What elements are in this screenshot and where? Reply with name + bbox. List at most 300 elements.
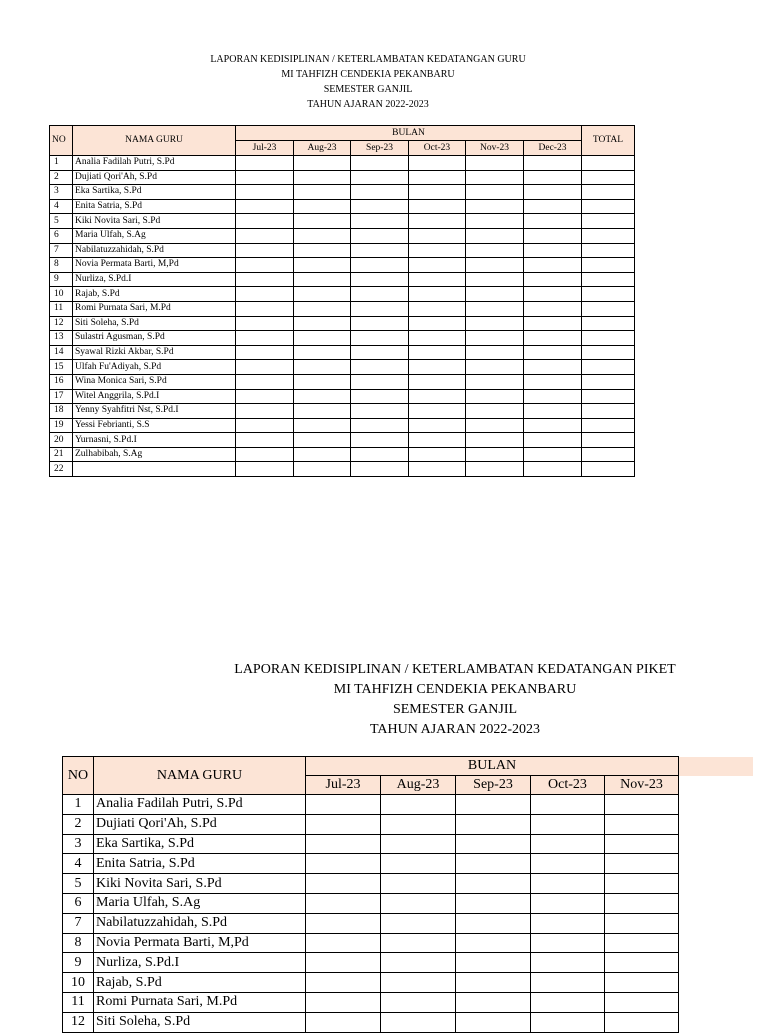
month-cell	[605, 874, 679, 894]
month-cell	[466, 228, 524, 243]
month-cell	[236, 156, 294, 171]
total-cell	[582, 462, 635, 477]
month-cell	[409, 156, 466, 171]
month-header: Sep-23	[456, 776, 531, 795]
month-cell	[524, 228, 582, 243]
month-cell	[466, 374, 524, 389]
table-row	[63, 913, 754, 933]
month-cell	[605, 814, 679, 834]
month-cell	[531, 1012, 605, 1032]
month-cell	[351, 447, 409, 462]
month-cell	[524, 301, 582, 316]
blank-cell	[679, 893, 754, 913]
month-cell	[294, 345, 351, 360]
month-cell	[466, 389, 524, 404]
total-cell	[582, 374, 635, 389]
month-cell	[351, 199, 409, 214]
row-number: 17	[50, 389, 73, 404]
month-cell	[466, 258, 524, 273]
month-cell	[294, 287, 351, 302]
report1-title: LAPORAN KEDISIPLINAN / KETERLAMBATAN KEDATANGAN GURU	[210, 54, 526, 65]
month-cell	[466, 287, 524, 302]
column-header-no: NO	[50, 126, 73, 156]
teacher-name: Dujiati Qori'Ah, S.Pd	[73, 170, 236, 185]
teacher-name: Rajab, S.Pd	[94, 973, 306, 993]
month-cell	[351, 185, 409, 200]
month-cell	[531, 933, 605, 953]
month-cell	[531, 795, 605, 815]
month-cell	[605, 854, 679, 874]
month-cell	[409, 243, 466, 258]
month-cell	[531, 834, 605, 854]
month-cell	[306, 992, 381, 1012]
month-cell	[236, 331, 294, 346]
month-cell	[409, 462, 466, 477]
report2-year: TAHUN AJARAN 2022-2023	[370, 722, 540, 737]
total-cell	[582, 316, 635, 331]
table-row	[63, 933, 754, 953]
month-cell	[409, 345, 466, 360]
month-cell	[294, 418, 351, 433]
table-row	[63, 953, 754, 973]
month-cell	[466, 301, 524, 316]
month-cell	[294, 199, 351, 214]
total-cell	[582, 272, 635, 287]
month-cell	[294, 170, 351, 185]
month-header: Oct-23	[409, 141, 466, 156]
total-cell	[582, 170, 635, 185]
month-cell	[381, 913, 456, 933]
blank-cell	[679, 834, 754, 854]
month-cell	[409, 258, 466, 273]
row-number: 1	[50, 156, 73, 171]
row-number: 19	[50, 418, 73, 433]
month-cell	[351, 331, 409, 346]
row-number: 2	[50, 170, 73, 185]
month-cell	[409, 272, 466, 287]
total-cell	[582, 199, 635, 214]
month-cell	[294, 258, 351, 273]
month-cell	[466, 199, 524, 214]
month-cell	[381, 973, 456, 993]
month-cell	[351, 301, 409, 316]
row-number: 11	[63, 992, 94, 1012]
month-cell	[409, 433, 466, 448]
month-cell	[236, 185, 294, 200]
month-cell	[466, 345, 524, 360]
month-cell	[351, 418, 409, 433]
row-number: 16	[50, 374, 73, 389]
month-cell	[524, 170, 582, 185]
month-cell	[294, 404, 351, 419]
row-number: 6	[50, 228, 73, 243]
row-number: 22	[50, 462, 73, 477]
month-cell	[381, 795, 456, 815]
report2-school: MI TAHFIZH CENDEKIA PEKANBARU	[333, 682, 577, 697]
month-cell	[294, 243, 351, 258]
month-cell	[466, 214, 524, 229]
month-cell	[456, 834, 531, 854]
teacher-name: Eka Sartika, S.Pd	[73, 185, 236, 200]
month-cell	[409, 214, 466, 229]
table-row	[50, 287, 635, 302]
teacher-name: Wina Monica Sari, S.Pd	[73, 374, 236, 389]
month-cell	[351, 404, 409, 419]
row-number: 12	[50, 316, 73, 331]
teacher-name: Witel Anggrila, S.Pd.I	[73, 389, 236, 404]
row-number: 12	[63, 1012, 94, 1032]
month-cell	[531, 913, 605, 933]
month-cell	[306, 933, 381, 953]
row-number: 3	[63, 834, 94, 854]
teacher-name: Eka Sartika, S.Pd	[94, 834, 306, 854]
month-cell	[306, 893, 381, 913]
table-row	[50, 214, 635, 229]
month-cell	[456, 795, 531, 815]
teacher-name: Nabilatuzzahidah, S.Pd	[94, 913, 306, 933]
row-number: 5	[63, 874, 94, 894]
month-cell	[351, 433, 409, 448]
month-cell	[294, 462, 351, 477]
month-cell	[524, 287, 582, 302]
month-cell	[294, 360, 351, 375]
month-cell	[306, 874, 381, 894]
month-cell	[605, 953, 679, 973]
row-number: 9	[63, 953, 94, 973]
teacher-name: Romi Purnata Sari, M.Pd	[73, 301, 236, 316]
month-cell	[409, 287, 466, 302]
row-number: 8	[50, 258, 73, 273]
total-cell	[582, 433, 635, 448]
table-row	[63, 854, 754, 874]
table-row	[50, 433, 635, 448]
month-cell	[294, 185, 351, 200]
month-cell	[524, 404, 582, 419]
row-number: 1	[63, 795, 94, 815]
teacher-name: Dujiati Qori'Ah, S.Pd	[94, 814, 306, 834]
row-number: 14	[50, 345, 73, 360]
month-cell	[351, 360, 409, 375]
month-cell	[531, 992, 605, 1012]
month-cell	[531, 814, 605, 834]
month-cell	[524, 374, 582, 389]
month-cell	[306, 1012, 381, 1032]
month-cell	[294, 228, 351, 243]
month-cell	[524, 447, 582, 462]
month-cell	[351, 228, 409, 243]
month-cell	[409, 185, 466, 200]
month-cell	[381, 814, 456, 834]
month-cell	[524, 272, 582, 287]
month-cell	[236, 199, 294, 214]
total-cell	[582, 447, 635, 462]
month-cell	[306, 834, 381, 854]
month-cell	[466, 272, 524, 287]
teacher-name: Siti Soleha, S.Pd	[94, 1012, 306, 1032]
month-cell	[381, 933, 456, 953]
month-cell	[236, 404, 294, 419]
month-cell	[306, 795, 381, 815]
month-cell	[294, 433, 351, 448]
month-cell	[351, 345, 409, 360]
row-number: 21	[50, 447, 73, 462]
row-number: 15	[50, 360, 73, 375]
month-cell	[456, 893, 531, 913]
month-cell	[306, 973, 381, 993]
blank-cell	[679, 854, 754, 874]
month-cell	[236, 301, 294, 316]
table-row	[63, 1012, 754, 1032]
month-cell	[456, 933, 531, 953]
month-cell	[294, 301, 351, 316]
month-cell	[294, 447, 351, 462]
row-number: 6	[63, 893, 94, 913]
month-cell	[409, 418, 466, 433]
month-cell	[466, 462, 524, 477]
month-cell	[236, 243, 294, 258]
month-cell	[409, 170, 466, 185]
month-cell	[524, 418, 582, 433]
teacher-name	[73, 462, 236, 477]
table-row	[50, 316, 635, 331]
row-number: 5	[50, 214, 73, 229]
blank-cell	[679, 814, 754, 834]
table-row	[50, 199, 635, 214]
row-number: 8	[63, 933, 94, 953]
month-cell	[236, 214, 294, 229]
total-cell	[582, 360, 635, 375]
month-cell	[351, 272, 409, 287]
month-cell	[531, 973, 605, 993]
month-cell	[294, 389, 351, 404]
month-cell	[524, 433, 582, 448]
teacher-name: Nabilatuzzahidah, S.Pd	[73, 243, 236, 258]
teacher-name: Maria Ulfah, S.Ag	[94, 893, 306, 913]
teacher-name: Zulhabibah, S.Ag	[73, 447, 236, 462]
month-cell	[524, 156, 582, 171]
table-row	[50, 374, 635, 389]
month-header: Jul-23	[236, 141, 294, 156]
month-cell	[294, 331, 351, 346]
month-cell	[466, 433, 524, 448]
month-cell	[409, 316, 466, 331]
month-header: Dec-23	[524, 141, 582, 156]
month-cell	[524, 199, 582, 214]
teacher-name: Sulastri Agusman, S.Pd	[73, 331, 236, 346]
month-cell	[236, 228, 294, 243]
month-cell	[456, 992, 531, 1012]
month-cell	[236, 258, 294, 273]
month-header: Nov-23	[605, 776, 679, 795]
month-cell	[466, 170, 524, 185]
report1-table	[49, 125, 635, 477]
table-row	[50, 360, 635, 375]
total-cell	[582, 243, 635, 258]
column-header-name: NAMA GURU	[73, 126, 236, 156]
total-cell	[582, 418, 635, 433]
teacher-name: Nurliza, S.Pd.I	[94, 953, 306, 973]
month-cell	[409, 331, 466, 346]
month-cell	[605, 992, 679, 1012]
month-cell	[605, 933, 679, 953]
teacher-name: Enita Satria, S.Pd	[94, 854, 306, 874]
month-cell	[466, 360, 524, 375]
month-cell	[466, 404, 524, 419]
month-cell	[236, 272, 294, 287]
month-cell	[531, 953, 605, 973]
month-cell	[381, 1012, 456, 1032]
month-cell	[351, 243, 409, 258]
table-row	[63, 973, 754, 993]
month-cell	[381, 854, 456, 874]
month-cell	[236, 374, 294, 389]
month-cell	[524, 185, 582, 200]
table-row	[50, 462, 635, 477]
month-cell	[294, 374, 351, 389]
month-cell	[524, 389, 582, 404]
column-header-bulan: BULAN	[306, 757, 679, 776]
total-cell	[582, 389, 635, 404]
month-cell	[466, 447, 524, 462]
table-row	[50, 331, 635, 346]
report2-table-body	[63, 795, 754, 1033]
month-cell	[531, 854, 605, 874]
month-cell	[409, 389, 466, 404]
month-cell	[409, 360, 466, 375]
month-header: Aug-23	[381, 776, 456, 795]
month-header: Aug-23	[294, 141, 351, 156]
row-number: 7	[50, 243, 73, 258]
table-row	[63, 893, 754, 913]
month-cell	[351, 462, 409, 477]
teacher-name: Kiki Novita Sari, S.Pd	[73, 214, 236, 229]
month-cell	[524, 345, 582, 360]
month-cell	[236, 418, 294, 433]
total-cell	[582, 345, 635, 360]
blank-cell	[679, 913, 754, 933]
blank-cell	[679, 933, 754, 953]
total-cell	[582, 331, 635, 346]
table-row	[63, 992, 754, 1012]
table-row	[50, 272, 635, 287]
report1-year: TAHUN AJARAN 2022-2023	[307, 99, 429, 110]
month-cell	[466, 185, 524, 200]
month-cell	[294, 272, 351, 287]
month-cell	[409, 199, 466, 214]
month-cell	[381, 834, 456, 854]
table-row	[63, 874, 754, 894]
month-cell	[381, 992, 456, 1012]
row-number: 9	[50, 272, 73, 287]
teacher-name: Siti Soleha, S.Pd	[73, 316, 236, 331]
teacher-name: Nurliza, S.Pd.I	[73, 272, 236, 287]
row-number: 3	[50, 185, 73, 200]
teacher-name: Kiki Novita Sari, S.Pd	[94, 874, 306, 894]
teacher-name: Analia Fadilah Putri, S.Pd	[73, 156, 236, 171]
total-cell	[582, 228, 635, 243]
month-header: Nov-23	[466, 141, 524, 156]
total-cell	[582, 156, 635, 171]
month-cell	[456, 1012, 531, 1032]
month-cell	[605, 913, 679, 933]
report1-school: MI TAHFIZH CENDEKIA PEKANBARU	[281, 69, 455, 80]
total-cell	[582, 301, 635, 316]
month-cell	[524, 462, 582, 477]
month-cell	[466, 316, 524, 331]
row-number: 4	[63, 854, 94, 874]
table-row	[50, 170, 635, 185]
teacher-name: Novia Permata Barti, M,Pd	[73, 258, 236, 273]
report1-table-body	[50, 156, 635, 477]
month-cell	[351, 156, 409, 171]
teacher-name: Yenny Syahfitri Nst, S.Pd.I	[73, 404, 236, 419]
row-number: 10	[50, 287, 73, 302]
month-cell	[381, 874, 456, 894]
month-cell	[409, 447, 466, 462]
table-row	[50, 418, 635, 433]
report2-title: LAPORAN KEDISIPLINAN / KETERLAMBATAN KEDATANGAN PIKET	[234, 662, 676, 677]
month-cell	[294, 316, 351, 331]
table-row	[50, 185, 635, 200]
month-cell	[456, 913, 531, 933]
month-cell	[351, 374, 409, 389]
blank-cell	[679, 776, 754, 795]
table-row	[50, 345, 635, 360]
month-cell	[524, 316, 582, 331]
month-cell	[236, 345, 294, 360]
month-cell	[236, 170, 294, 185]
teacher-name: Novia Permata Barti, M,Pd	[94, 933, 306, 953]
month-cell	[524, 258, 582, 273]
month-cell	[236, 316, 294, 331]
month-cell	[351, 258, 409, 273]
month-cell	[524, 331, 582, 346]
month-cell	[466, 243, 524, 258]
teacher-name: Rajab, S.Pd	[73, 287, 236, 302]
month-cell	[351, 287, 409, 302]
month-cell	[605, 834, 679, 854]
table-row	[50, 389, 635, 404]
column-header-no: NO	[63, 757, 94, 795]
total-cell	[582, 214, 635, 229]
table-row	[50, 301, 635, 316]
month-cell	[351, 170, 409, 185]
table-row	[63, 834, 754, 854]
month-cell	[456, 953, 531, 973]
month-cell	[456, 814, 531, 834]
month-cell	[531, 874, 605, 894]
row-number: 10	[63, 973, 94, 993]
month-cell	[351, 389, 409, 404]
column-header-name: NAMA GURU	[94, 757, 306, 795]
month-cell	[456, 854, 531, 874]
month-cell	[524, 360, 582, 375]
row-number: 18	[50, 404, 73, 419]
total-cell	[582, 185, 635, 200]
table-row	[50, 404, 635, 419]
month-cell	[381, 953, 456, 973]
teacher-name: Yessi Febrianti, S.S	[73, 418, 236, 433]
month-cell	[466, 331, 524, 346]
month-header: Sep-23	[351, 141, 409, 156]
month-cell	[409, 404, 466, 419]
month-cell	[409, 301, 466, 316]
month-cell	[605, 795, 679, 815]
month-cell	[236, 389, 294, 404]
blank-cell	[679, 973, 754, 993]
month-cell	[531, 893, 605, 913]
teacher-name: Maria Ulfah, S.Ag	[73, 228, 236, 243]
